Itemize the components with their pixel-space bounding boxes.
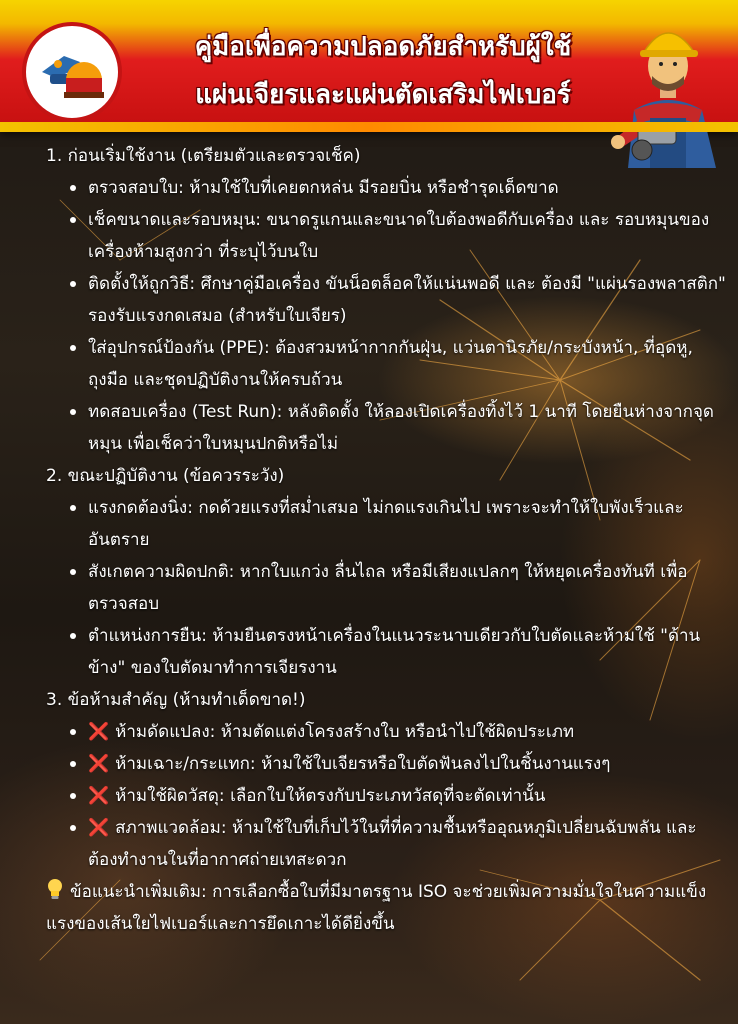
item-label: เช็คขนาดและรอบหมุน:	[88, 210, 261, 230]
item-text: หากใบแกว่ง ลื่นไถล หรือมีเสียงแปลกๆ ให้หยุดเครื่องทันที เพื่อตรวจสอบ	[88, 562, 688, 614]
item-label: ตำแหน่งการยืน:	[88, 626, 207, 646]
item-text: ห้ามใช้ใบที่เคยตกหล่น มีรอยบิ่น หรือชำรุดเด็ดขาด	[183, 178, 559, 198]
item-text: ห้ามใช้ใบเจียรหรือใบตัดฟันลงไปในชิ้นงานแรงๆ	[255, 754, 611, 774]
lightbulb-icon	[46, 878, 64, 900]
item-text: กดด้วยแรงที่สม่ำเสมอ ไม่กดแรงเกินไป เพราะจะทำให้ใบพังเร็วและอันตราย	[88, 498, 684, 550]
item-label: ใส่อุปกรณ์ป้องกัน (PPE):	[88, 338, 270, 358]
item-label: สภาพแวดล้อม:	[115, 818, 227, 838]
item-text: ต้องสวมหน้ากากกันฝุ่น, แว่นตานิรภัย/กระบังหน้า, ที่อุดหู, ถุงมือ และชุดปฏิบัติงานให้ครบถ้วน	[88, 338, 693, 390]
item-text: หลังติดตั้ง ให้ลองเปิดเครื่องทิ้งไว้ 1 นาที โดยยืนห่างจากจุดหมุน เพื่อเช็คว่าใบหมุนปกติหรือไม่	[88, 402, 714, 454]
logo	[22, 22, 122, 122]
page-title-line-1: คู่มือเพื่อความปลอดภัยสำหรับผู้ใช้	[194, 32, 572, 62]
grinder-logo-icon	[34, 36, 110, 108]
list-item	[46, 396, 726, 460]
item-text: ห้ามยืนตรงหน้าเครื่องในแนวระนาบเดียวกับใบตัดและห้ามใช้ "ด้านข้าง" ของใบตัดมาทำการเจียรงาน	[88, 626, 701, 678]
list-item	[46, 780, 726, 812]
list-item	[46, 716, 726, 748]
section-heading: 2. ขณะปฏิบัติงาน (ข้อควรระวัง)	[46, 466, 285, 486]
list-item	[46, 556, 726, 620]
item-label: ห้ามดัดแปลง:	[115, 722, 216, 742]
list-item	[46, 204, 726, 268]
list-item	[46, 332, 726, 396]
section-heading: 1. ก่อนเริ่มใช้งาน (เตรียมตัวและตรวจเช็ค)	[46, 146, 361, 166]
item-label: ห้ามใช้ผิดวัสดุ:	[115, 786, 225, 806]
section-before-use	[46, 140, 726, 460]
item-label: ตรวจสอบใบ:	[88, 178, 184, 198]
page-title-line-2: แผ่นเจียรและแผ่นตัดเสริมไฟเบอร์	[195, 80, 571, 110]
item-label: ห้ามเฉาะ/กระแทก:	[115, 754, 256, 774]
guide-content	[46, 140, 726, 940]
item-text: ห้ามใช้ใบที่เก็บไว้ในที่ที่ความชื้นหรืออุณหภูมิเปลี่ยนฉับพลัน และต้องทำงานในที่อากาศถ่ายเทสะดวก	[88, 818, 697, 870]
list-item	[46, 268, 726, 332]
section-prohibitions	[46, 684, 726, 876]
item-label: สังเกตความผิดปกติ:	[88, 562, 235, 582]
list-item	[46, 620, 726, 684]
list-item	[46, 748, 726, 780]
list-item	[46, 812, 726, 876]
additional-tip	[46, 876, 726, 940]
cross-mark-icon: ❌	[88, 818, 110, 838]
list-item	[46, 172, 726, 204]
list-item	[46, 492, 726, 556]
item-label: แรงกดต้องนิ่ง:	[88, 498, 193, 518]
cross-mark-icon: ❌	[88, 722, 110, 742]
tip-text: ข้อแนะนำเพิ่มเติม: การเลือกซื้อใบที่มีมาตรฐาน ISO จะช่วยเพิ่มความมั่นใจในความแข็งแรงของเส้นใยไฟเบอร์และการยึดเกาะได้ดียิ่งขึ้น	[46, 882, 707, 934]
section-during-operation	[46, 460, 726, 684]
item-text: ศึกษาคู่มือเครื่อง ขันน็อตล็อคให้แน่นพอดี และ ต้องมี "แผ่นรองพลาสติก" รองรับแรงกดเสมอ (สำหรับใบเจียร)	[88, 274, 726, 326]
header-banner	[0, 0, 738, 132]
cross-mark-icon: ❌	[88, 786, 110, 806]
item-text: เลือกใบให้ตรงกับประเภทวัสดุที่จะตัดเท่านั้น	[224, 786, 546, 806]
item-text: ห้ามตัดแต่งโครงสร้างใบ หรือนำไปใช้ผิดประเภท	[215, 722, 575, 742]
item-label: ทดสอบเครื่อง (Test Run):	[88, 402, 283, 422]
section-heading: 3. ข้อห้ามสำคัญ (ห้ามทำเด็ดขาด!)	[46, 690, 306, 710]
item-text: ขนาดรูแกนและขนาดใบต้องพอดีกับเครื่อง และ รอบหมุนของเครื่องห้ามสูงกว่า ที่ระบุไว้บนใบ	[88, 210, 710, 262]
item-label: ติดตั้งให้ถูกวิธี:	[88, 274, 196, 294]
cross-mark-icon: ❌	[88, 754, 110, 774]
